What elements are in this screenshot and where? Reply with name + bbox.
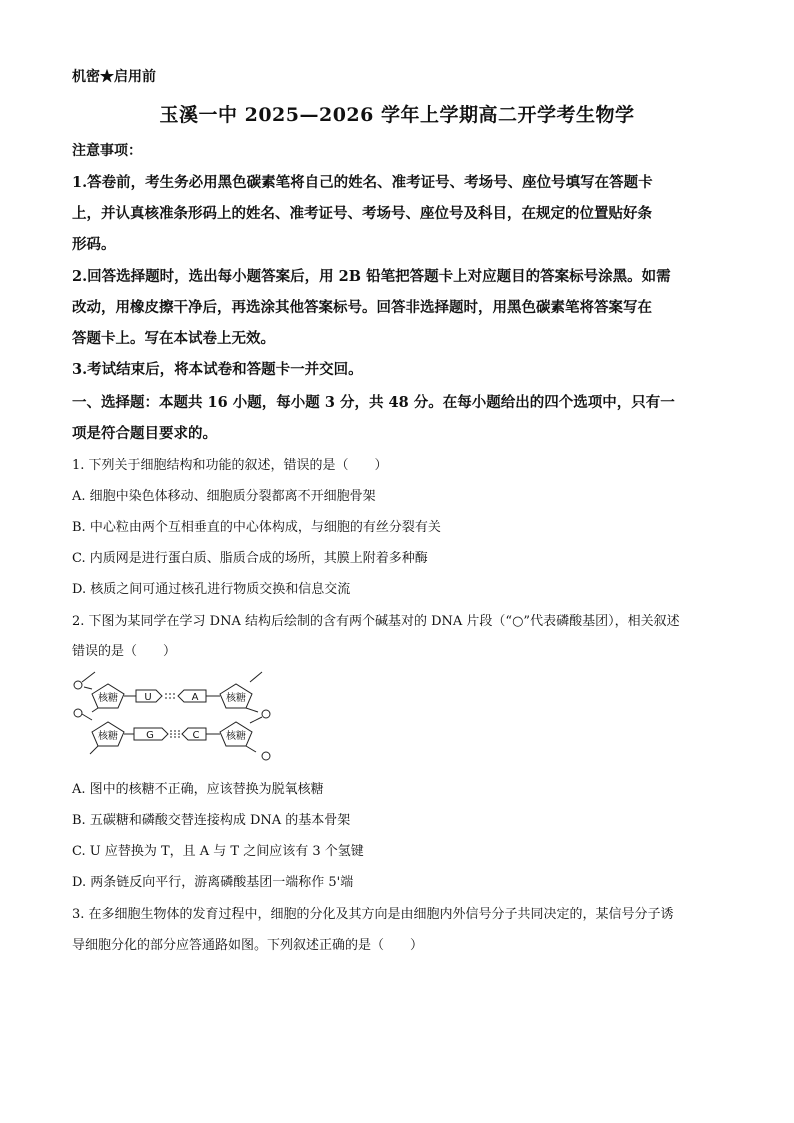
question-1-stem: 1. 下列关于细胞结构和功能的叙述，错误的是（ ） [72,458,388,473]
question-1-option-a: A. 细胞中染色体移动、细胞质分裂都离不开细胞骨架 [72,489,376,504]
backbone-line [92,708,98,712]
sugar-label: 核糖 [226,731,246,742]
backbone-line [84,687,92,689]
notice-line: 形码。 [72,236,116,253]
phosphate-circle [74,681,82,689]
backbone-line [82,672,95,682]
question-3-stem: 3. 在多细胞生物体的发育过程中，细胞的分化及其方向是由细胞内外信号分子共同决定的，某信号分子诱 [72,907,674,922]
notice-line: 2.回答选择题时，选出每小题答案后，用 2B 铅笔把答题卡上对应题目的答案标号涂黑。如需 [72,268,671,285]
base-label-a: A [191,692,199,703]
phosphate-circle [262,710,270,718]
phosphate-circle [74,709,82,717]
sugar-label: 核糖 [98,693,118,704]
sugar-label: 核糖 [98,731,118,742]
question-2-option-a: A. 图中的核糖不正确，应该替换为脱氧核糖 [72,782,324,797]
base-label-u: U [144,692,152,703]
backbone-line [250,672,262,682]
sugar-label: 核糖 [226,693,246,704]
backbone-line [82,714,92,720]
question-2-option-d: D. 两条链反向平行，游离磷酸基团一端称作 5'端 [72,875,354,890]
base-label-c: C [192,730,200,741]
question-2-option-b: B. 五碳糖和磷酸交替连接构成 DNA 的基本骨架 [72,813,351,828]
dna-fragment-diagram [70,668,280,768]
section-heading-cont: 项是符合题目要求的。 [72,425,217,442]
section-heading: 一、选择题：本题共 16 小题，每小题 3 分，共 48 分。在每小题给出的四个选项中，只有一 [72,394,675,411]
question-1-option-d: D. 核质之间可通过核孔进行物质交换和信息交流 [72,582,351,597]
backbone-line [250,717,262,723]
exam-title: 玉溪一中 2025—2026 学年上学期高二开学考生物学 [159,104,635,126]
notice-line: 答题卡上。写在本试卷上无效。 [72,330,275,347]
confidential-mark: 机密★启用前 [72,69,156,85]
backbone-line [246,746,256,752]
question-1-option-b: B. 中心粒由两个互相垂直的中心体构成，与细胞的有丝分裂有关 [72,520,441,535]
question-2-stem-cont: 错误的是（ ） [72,644,177,659]
question-3-stem-cont: 导细胞分化的部分应答通路如图。下列叙述正确的是（ ） [72,938,424,953]
notice-heading: 注意事项： [72,143,142,159]
backbone-line [246,708,258,712]
notice-line: 1.答卷前，考生务必用黑色碳素笔将自己的姓名、准考证号、考场号、座位号填写在答题卡 [72,174,653,191]
question-2-stem: 2. 下图为某同学在学习 DNA 结构后绘制的含有两个碱基对的 DNA 片段（“○”代表磷酸基团），相关叙述 [72,614,680,629]
notice-line: 3.考试结束后，将本试卷和答题卡一并交回。 [72,361,363,378]
base-label-g: G [146,730,154,741]
notice-line: 改动，用橡皮擦干净后，再选涂其他答案标号。回答非选择题时，用黑色碳素笔将答案写在 [72,299,652,316]
question-2-option-c: C. U 应替换为 T，且 A 与 T 之间应该有 3 个氢键 [72,844,364,859]
backbone-line [90,746,98,754]
notice-line: 上，并认真核准条形码上的姓名、准考证号、考场号、座位号及科目，在规定的位置贴好条 [72,205,652,222]
question-1-option-c: C. 内质网是进行蛋白质、脂质合成的场所，其膜上附着多种酶 [72,551,428,566]
phosphate-circle [262,752,270,760]
